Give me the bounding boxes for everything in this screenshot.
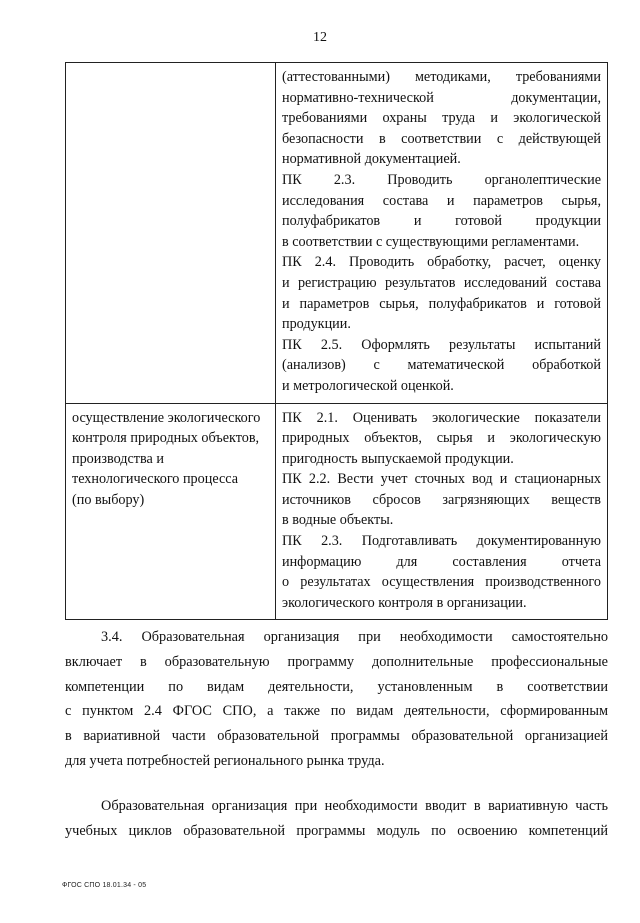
text-line: осуществление экологического	[72, 409, 261, 426]
document-footer: ФГОС СПО 18.01.34 - 05	[62, 882, 147, 889]
text-line: (аттестованными) методиками, требованиями	[282, 69, 601, 85]
text-line: продукции.	[282, 316, 351, 333]
text-line: ПК 2.2. Вести учет сточных вод и стационарных	[282, 471, 601, 488]
page-number: 12	[313, 30, 327, 45]
table-row	[66, 63, 608, 404]
text-line: полуфабрикатов и готовой продукции	[282, 213, 601, 230]
text-line: производства и	[72, 450, 164, 467]
text-line: и параметров сырья, полуфабрикатов и готовой	[282, 295, 601, 312]
activity-cell	[66, 403, 276, 620]
text-line: Образовательная организация при необходимости вводит в вариативную часть	[101, 798, 608, 814]
text-line: источников сбросов загрязняющих веществ	[282, 491, 601, 508]
text-line: ПК 2.4. Проводить обработку, расчет, оценку	[282, 254, 601, 271]
text-line: ПК 2.3. Проводить органолептические	[282, 171, 601, 188]
activity-cell	[66, 63, 276, 404]
text-line: и метрологической оценкой.	[282, 377, 454, 394]
text-line: компетенции по видам деятельности, установленным в соответствии	[65, 678, 608, 695]
text-line: информацию для составления отчета	[282, 553, 601, 570]
text-line: технологического процесса	[72, 471, 239, 488]
text-line: ПК 2.5. Оформлять результаты испытаний	[282, 336, 601, 353]
competency-paragraph	[282, 252, 601, 334]
competencies-table	[65, 62, 608, 620]
competency-paragraph	[282, 531, 601, 613]
competencies-cell	[276, 403, 608, 620]
text-line: экологического контроля в организации.	[282, 594, 527, 611]
text-line: и регистрацию результатов исследований состава	[282, 274, 601, 291]
text-line: для учета потребностей регионального рынка труда.	[65, 752, 385, 769]
text-line: 3.4. Образовательная организация при необходимости самостоятельно	[101, 629, 608, 645]
competency-paragraph	[282, 469, 601, 531]
text-line: безопасности в соответствии с действующей	[282, 130, 601, 147]
competency-paragraph	[282, 335, 601, 397]
text-line: в вариативной части образовательной программы образовательной организацией	[65, 728, 608, 745]
text-line: нормативно-технической документации,	[282, 89, 601, 106]
text-line: ПК 2.3. Подготавливать документированную	[282, 533, 601, 550]
text-line: нормативной документацией.	[282, 151, 461, 168]
text-line: в водные объекты.	[282, 512, 394, 529]
competencies-cell	[276, 63, 608, 404]
text-line: о результатах осуществления производственного	[282, 574, 601, 591]
text-line: пригодность выпускаемой продукции.	[282, 450, 514, 467]
text-line: в соответствии с существующими регламентами.	[282, 233, 580, 250]
paragraph-variative	[65, 794, 608, 844]
table-row	[66, 403, 608, 620]
competency-paragraph	[282, 170, 601, 252]
competency-paragraph	[282, 408, 601, 470]
text-line: (по выбору)	[72, 491, 145, 508]
text-line: с пунктом 2.4 ФГОС СПО, а также по видам деятельности, сформированным	[65, 703, 608, 720]
paragraph-3-4	[65, 625, 608, 774]
text-line: контроля природных объектов,	[72, 430, 260, 447]
text-line: требованиями охраны труда и экологической	[282, 110, 601, 127]
text-line: включает в образовательную программу дополнительные профессиональные	[65, 653, 608, 670]
competency-paragraph	[282, 67, 601, 170]
text-line: ПК 2.1. Оценивать экологические показатели	[282, 409, 601, 426]
text-line: учебных циклов образовательной программы модуль по освоению компетенций	[65, 822, 608, 839]
text-line: (анализов) с математической обработкой	[282, 357, 601, 374]
text-line: исследования состава и параметров сырья,	[282, 192, 601, 209]
text-line: природных объектов, сырья и экологическую	[282, 430, 601, 447]
